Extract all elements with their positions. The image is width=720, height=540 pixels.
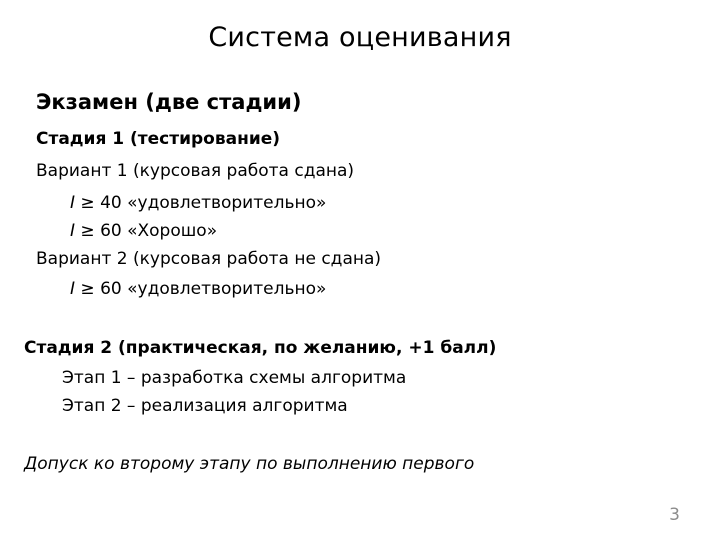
stage2-step-2: Этап 2 – реализация алгоритма: [62, 396, 348, 416]
stage2-title: Стадия 2 (практическая, по желанию, +1 балл): [24, 338, 497, 358]
rule-condition: ≥ 40 «удовлетворительно»: [75, 193, 327, 213]
page-number: 3: [669, 505, 680, 525]
variant1-label: Вариант 1 (курсовая работа сдана): [36, 161, 355, 181]
variant2-rule-1: [70, 279, 326, 299]
stage2-step-1: Этап 1 – разработка схемы алгоритма: [62, 368, 407, 388]
slide-title: Система оценивания: [208, 22, 512, 53]
exam-heading: Экзамен (две стадии): [36, 90, 302, 114]
variant1-rule-1: [70, 193, 326, 213]
variant1-rule-2: [70, 221, 217, 241]
rule-variable: I: [70, 193, 76, 213]
rule-condition: ≥ 60 «Хорошо»: [75, 221, 218, 241]
rule-variable: I: [70, 221, 76, 241]
rule-variable: I: [70, 279, 76, 299]
variant2-label: Вариант 2 (курсовая работа не сдана): [36, 249, 382, 269]
admission-note: Допуск ко второму этапу по выполнению первого: [24, 454, 475, 474]
stage1-title: Стадия 1 (тестирование): [36, 129, 281, 149]
rule-condition: ≥ 60 «удовлетворительно»: [75, 279, 327, 299]
